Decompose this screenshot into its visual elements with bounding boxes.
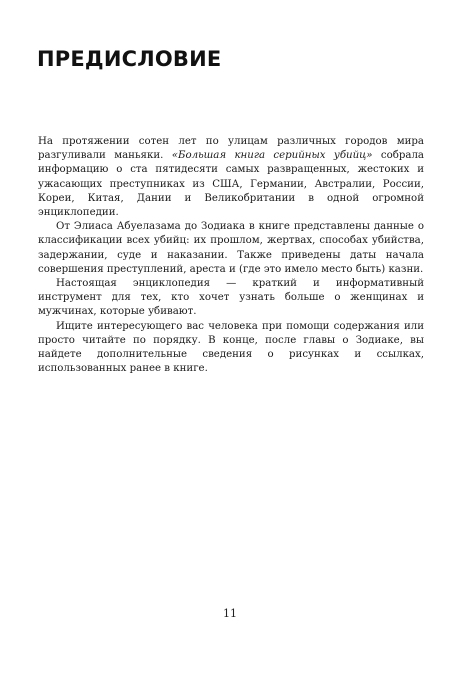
page-number: 11 [223,607,237,620]
book-title-italic: «Большая книга серийных убийц» [171,150,373,162]
paragraph-1-end: собрала информацию о ста пятидесяти самых развращенных, жестоких и ужасающих преступниках из США, Германии, Австралии, России, Кореи, Китая, Дании и Великобритании в одной огромной энциклопедии. [38,150,425,219]
paragraph-1-start: На протяжении сотен лет по улицам различных городов мира разгуливали маньяки. [38,136,424,162]
paragraph-3: Настоящая энциклопедия — краткий и информативный инструмент для тех, кто хочет узнать больше о женщинах и мужчинах, которые убивают. [38,278,424,318]
preface-text [38,135,424,376]
paragraph-1 [38,135,424,220]
paragraph-4: Ищите интересующего вас человека при помощи содержания или просто читайте по порядку. В конце, после главы о Зодиаке, вы найдете дополнительные сведения о рисунках и ссылках, использованных ранее в книге. [38,320,424,375]
chapter-heading: ПРЕДИСЛОВИЕ [37,47,222,71]
paragraph-2: От Элиаса Абуелазама до Зодиака в книге представлены данные о классификации всех убийц: их прошлом, жертвах, способах убийства, задержании, суде и наказании. Также приведены даты начала совершения преступлений, ареста и (где это имело место быть) казни. [38,221,424,275]
